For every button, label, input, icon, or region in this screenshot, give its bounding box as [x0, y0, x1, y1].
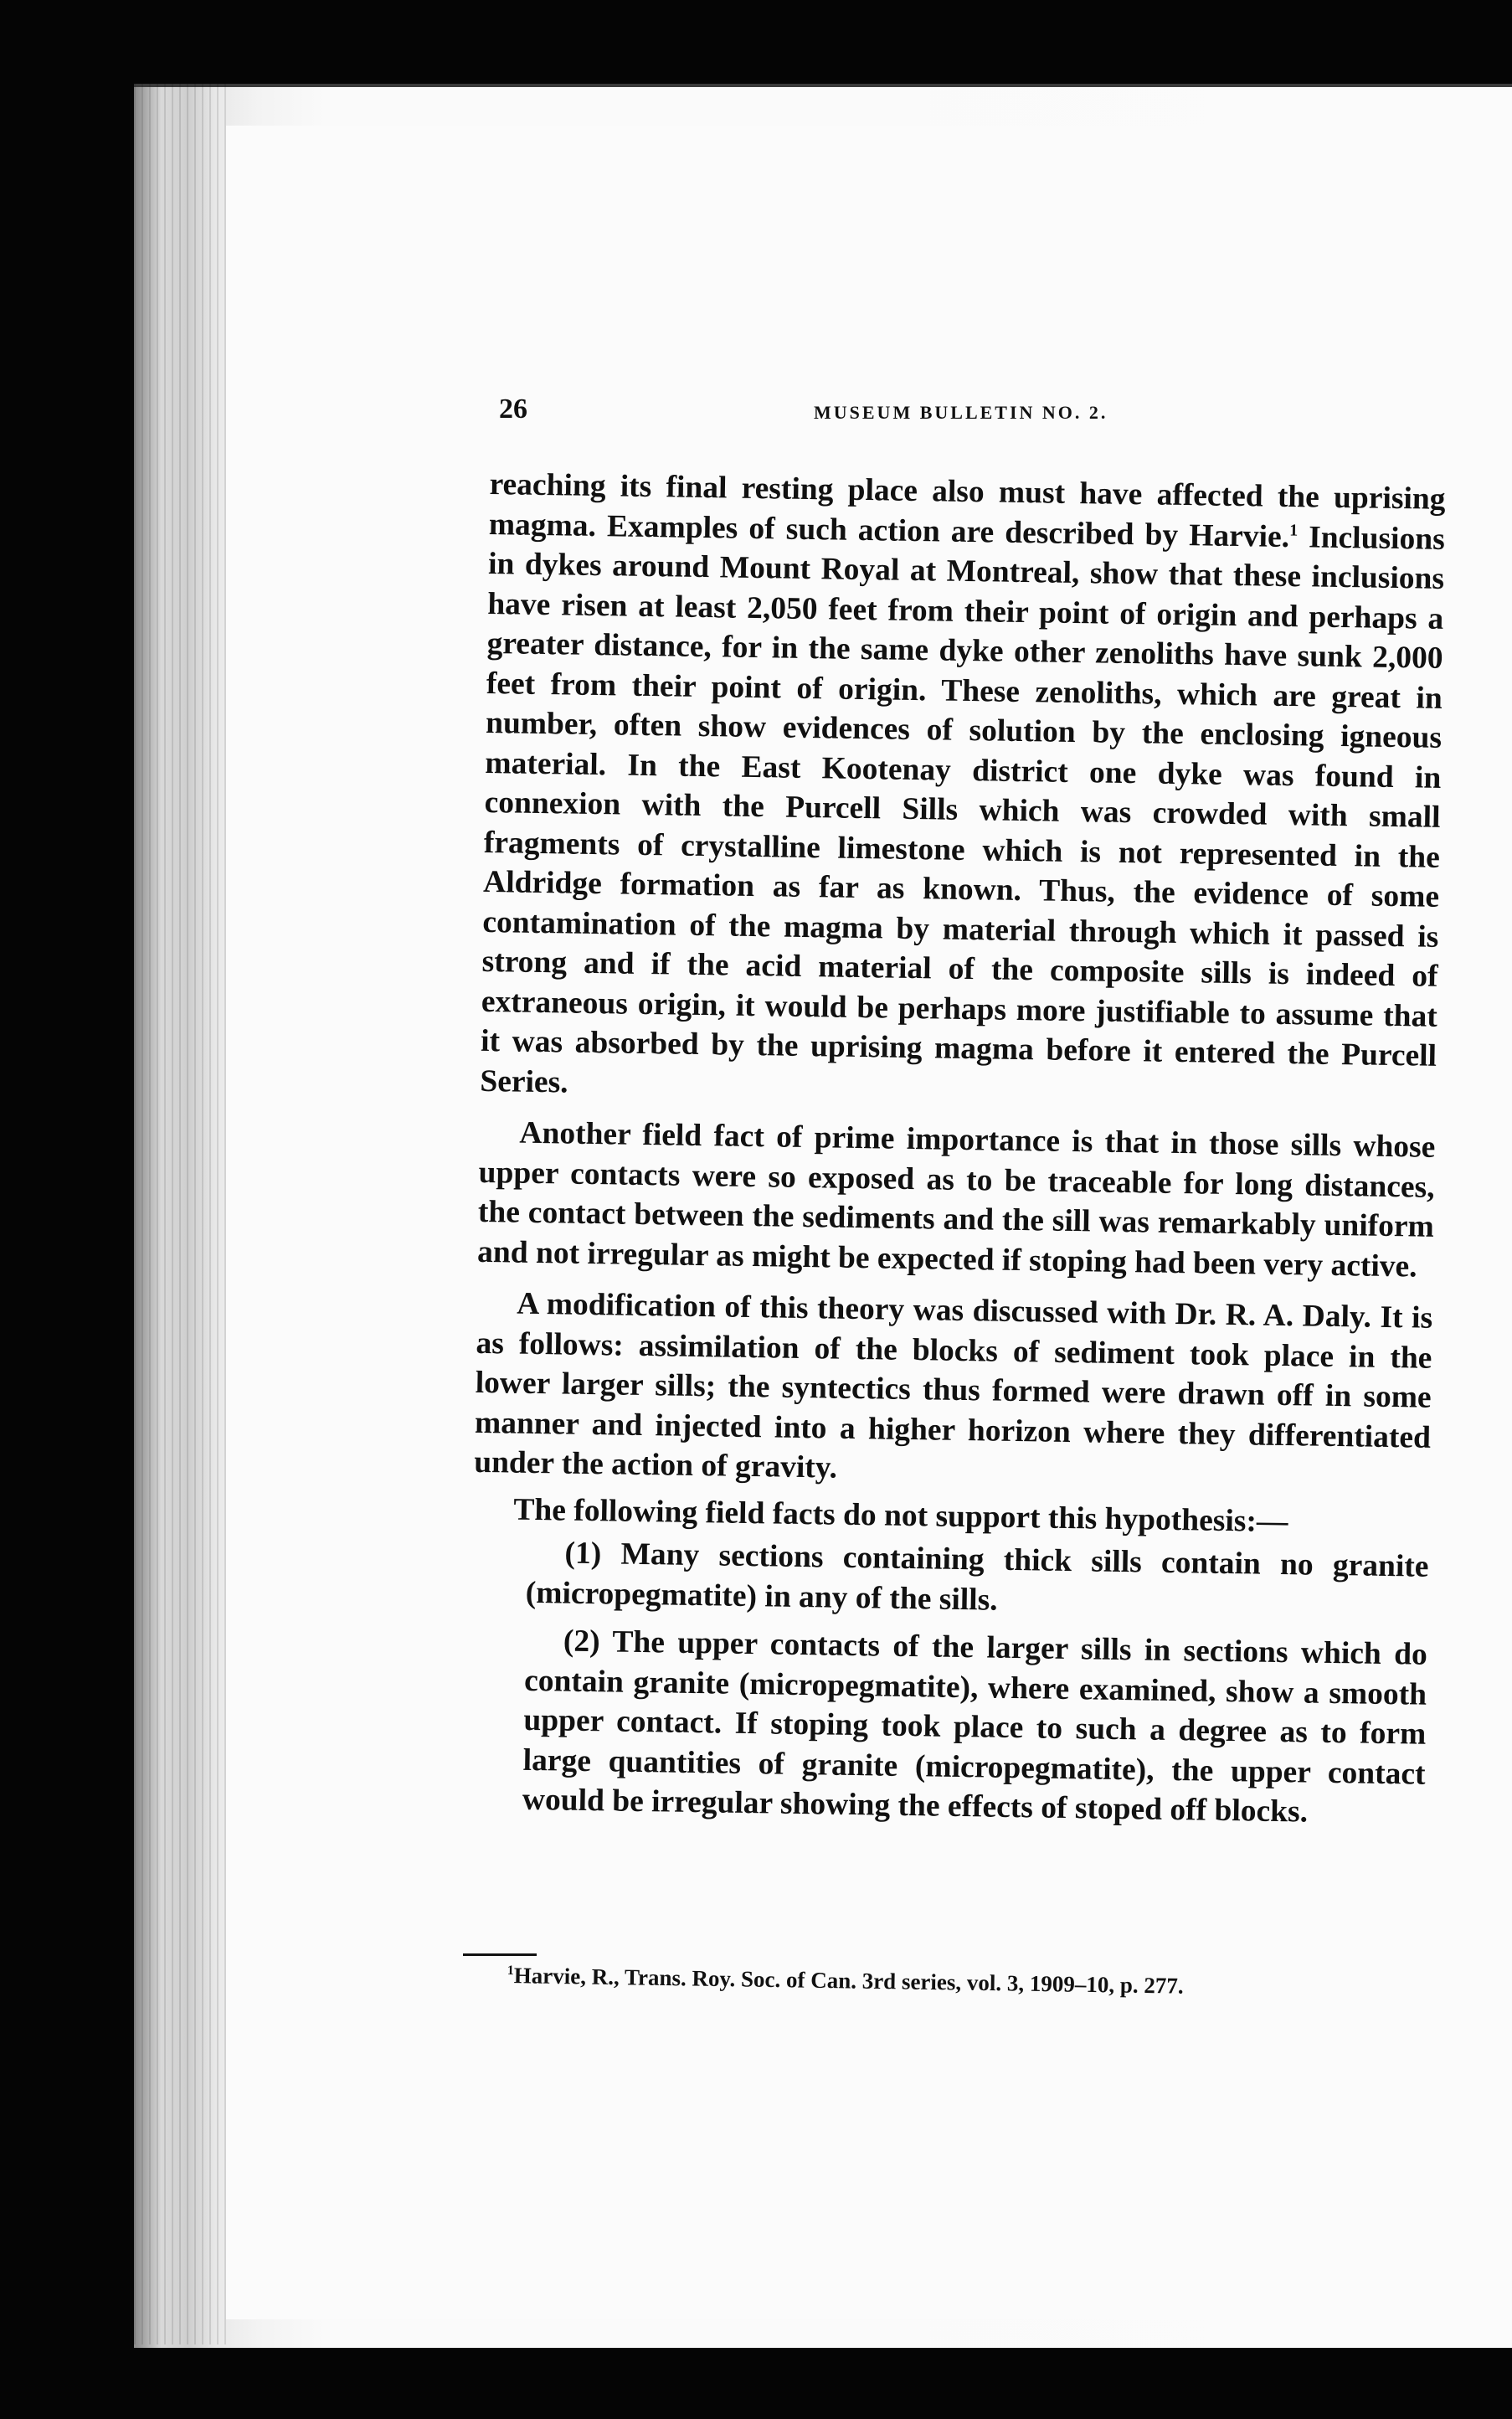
list-item: (2) The upper contacts of the larger sills in sections which do contain granite (micropegmatite), where examined, show a smooth upper contact. If stoping took place to such a degree as to form large quantities of granite (micropegmatite), the upper contact would be irregular showing the effects of stoped off blocks.: [522, 1624, 1428, 1830]
paragraph: A modification of this theory was discussed with Dr. R. A. Daly. It is as follows: assimilation of the blocks of sediment took place in the lower larger sills; the syntectics thus formed were drawn off in some manner and injected into a higher horizon where they differentiated under the action of gravity.: [473, 1286, 1433, 1485]
body-text: [468, 465, 1445, 1842]
footnote-text: Harvie, R., Trans. Roy. Soc. of Can. 3rd series, vol. 3, 1909–10, p. 277.: [513, 1963, 1184, 1999]
page-number: 26: [499, 394, 527, 425]
paragraph: The following field facts do not support this hypothesis:—: [513, 1492, 1288, 1539]
footnote-reference: 1: [1289, 521, 1299, 540]
page-header: [499, 394, 1453, 444]
page-edges: [134, 84, 226, 2344]
paragraph: Another field fact of prime importance is that in those sills whose upper contacts were so exposed as to be traceable for long distances, the contact between the sediments and the sill was remarkably uniform and not irregular as might be expected if stoping had been very active.: [476, 1115, 1436, 1284]
footnote-divider: [463, 1953, 537, 1956]
paragraph: [480, 465, 1446, 1116]
numbered-list: [522, 1533, 1429, 1834]
footnote-marker: 1: [507, 1963, 514, 1979]
paragraph-text-continued: Inclusions in dykes around Mount Royal at Montreal, show that these inclusions have risen at least 2,050 feet from their point of origin and perhaps a greater distance, for in the same dyke other zenoliths have sunk 2,000 feet from their point of origin. These zenoliths, which are great in number, often show evidences of solution by the enclosing igneous material. In the East Kootenay district one dyke was found in connexion with the Purcell Sills which was crowded with small fragments of crystalline limestone which is not represented in the Aldridge formation as far as known. Thus, the evidence of some contamination of the magma by material through which it passed is strong and if the acid material of the composite sills is indeed of extraneous origin, it would be perhaps more justifiable to assume that it was absorbed by the uprising magma before it entered the Purcell Series.: [480, 519, 1446, 1100]
paragraph-text: reaching its final resting place also must have affected the uprising magma. Examples of such action are described by Harvie.: [488, 466, 1446, 554]
running-title: MUSEUM BULLETIN NO. 2.: [814, 402, 1108, 423]
list-item: (1) Many sections containing thick sills contain no granite (micropegmatite) in any of the sills.: [525, 1536, 1429, 1618]
